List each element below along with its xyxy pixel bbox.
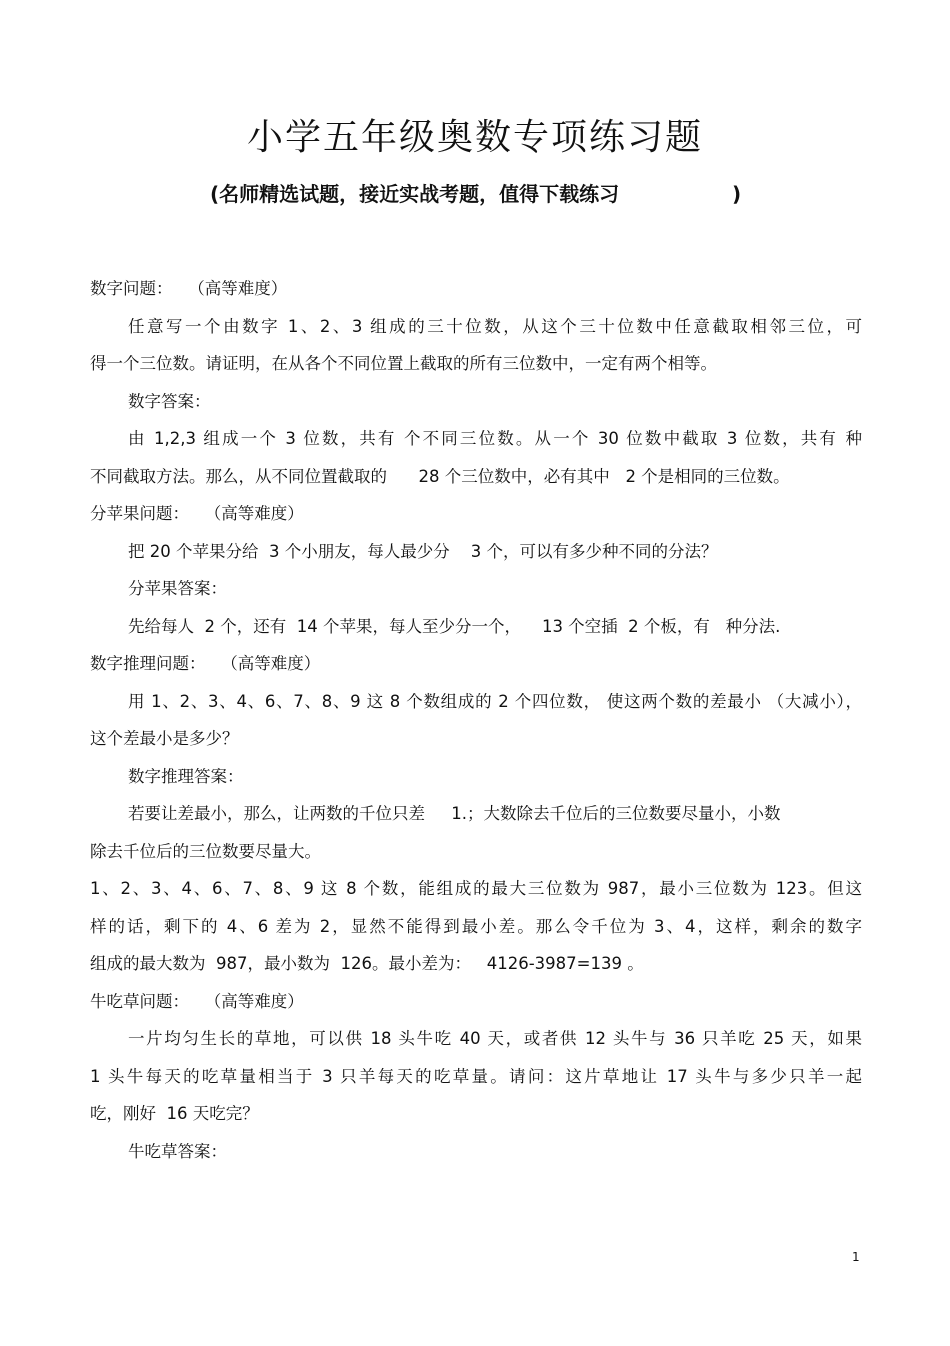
text-line: 分苹果答案： [128, 579, 227, 598]
text-line: 牛吃草答案： [128, 1141, 227, 1161]
page-subtitle [210, 178, 770, 210]
text-line: 分苹果问题： （高等难度） [90, 504, 304, 523]
page-number: 1 [852, 1250, 860, 1264]
text-line: 把 20 个苹果分给 3 个小朋友，每人最少分 3 个，可以有多少种不同的分法？ [128, 541, 718, 561]
text-line: 1 头牛每天的吃草量相当于 3 只羊每天的吃草量。请问：这片草地让 17 头牛与多少只羊一起 [90, 1066, 862, 1086]
text-line: 任意写一个由数字 1、2、3 组成的三十位数，从这个三十位数中任意截取相邻三位，可 [128, 316, 862, 336]
text-line: 吃，刚好 16 天吃完？ [90, 1104, 259, 1123]
text-line: 除去千位后的三位数要尽量大。 [90, 841, 321, 861]
text-line: 得一个三位数。请证明，在从各个不同位置上截取的所有三位数中，一定有两个相等。 [90, 354, 717, 373]
text-line: 这个差最小是多少？ [90, 729, 239, 748]
text-line: 由 1,2,3 组成一个 3 位数，共有 个不同三位数。从一个 30 位数中截取 3 位数，共有 种 [128, 429, 862, 448]
text-line: 数字答案： [128, 391, 211, 411]
text-line: 不同截取方法。那么，从不同位置截取的 28 个三位数中，必有其中 2 个是相同的三位数。 [90, 466, 790, 486]
text-line: 组成的最大数为 987，最小数为 126。最小差为： 4126-3987=139 。 [90, 954, 644, 973]
text-line: 数字问题： （高等难度） [90, 279, 288, 298]
subtitle-close-paren: ) [732, 182, 742, 206]
text-line: 若要让差最小，那么，让两数的千位只差 1.；大数除去千位后的三位数要尽量小，小数 [128, 804, 781, 823]
document-body [90, 270, 862, 1170]
text-line: 数字推理答案： [128, 766, 244, 786]
subtitle-text: (名师精选试题，接近实战考题，值得下载练习 [210, 182, 620, 206]
page-title: 小学五年级奥数专项练习题 [246, 117, 703, 158]
text-line: 用 1、2、3、4、6、7、8、9 这 8 个数组成的 2 个四位数， 使这两个数的差最小 （大减小）， [128, 691, 862, 711]
text-line: 牛吃草问题： （高等难度） [90, 991, 304, 1011]
text-line: 数字推理问题： （高等难度） [90, 654, 321, 673]
text-line: 1、2、3、4、6、7、8、9 这 8 个数，能组成的最大三位数为 987，最小三位数为 123。但这 [90, 879, 862, 898]
text-line: 样的话，剩下的 4、6 差为 2，显然不能得到最小差。那么令千位为 3、4，这样，剩余的数字 [90, 916, 862, 936]
text-line: 先给每人 2 个，还有 14 个苹果，每人至少分一个， 13 个空插 2 个板，有 种分法. [128, 616, 781, 636]
text-line: 一片均匀生长的草地，可以供 18 头牛吃 40 天，或者供 12 头牛与 36 只羊吃 25 天，如果 [128, 1029, 862, 1048]
